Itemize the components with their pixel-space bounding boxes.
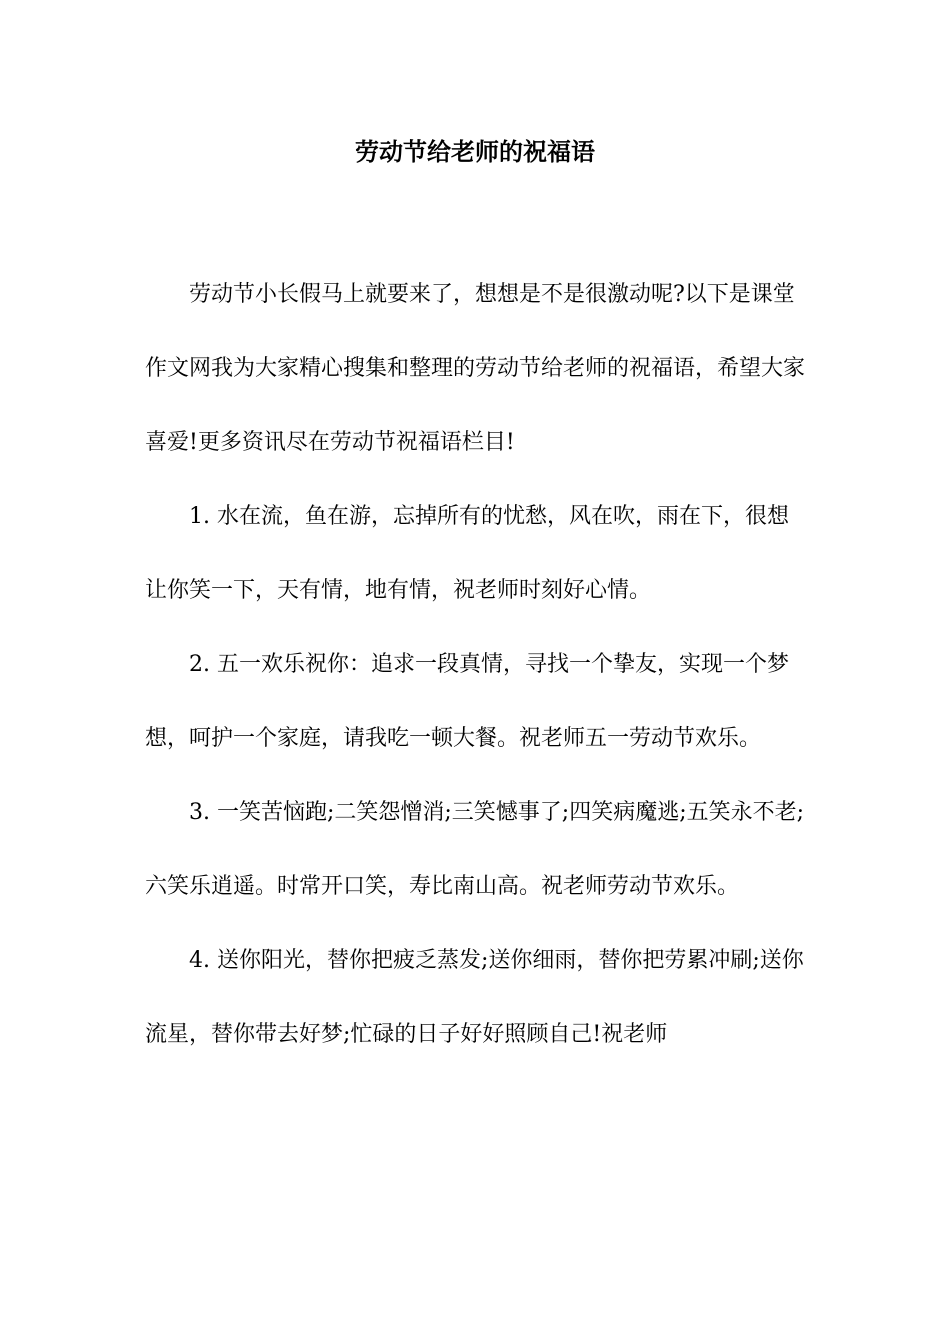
greeting-item-1: 1. 水在流，鱼在游，忘掉所有的忧愁，风在吹，雨在下，很想让你笑一下，天有情，地有情，祝老师时刻好心情。 <box>145 504 789 603</box>
document-body <box>145 258 810 1072</box>
greeting-item-2: 2. 五一欢乐祝你：追求一段真情，寻找一个挚友，实现一个梦想，呵护一个家庭，请我吃一顿大餐。祝老师五一劳动节欢乐。 <box>145 652 789 751</box>
greeting-item-3: 3. 一笑苦恼跑;二笑怨憎消;三笑憾事了;四笑病魔逃;五笑永不老;六笑乐逍遥。时常开口笑，寿比南山高。祝老师劳动节欢乐。 <box>145 800 805 899</box>
intro-paragraph: 劳动节小长假马上就要来了，想想是不是很激动呢?以下是课堂作文网我为大家精心搜集和整理的劳动节给老师的祝福语，希望大家喜爱!更多资讯尽在劳动节祝福语栏目! <box>145 282 806 455</box>
document-title: 劳动节给老师的祝福语 <box>355 137 595 166</box>
greeting-item-4: 4. 送你阳光，替你把疲乏蒸发;送你细雨，替你把劳累冲刷;送你流星，替你带去好梦;忙碌的日子好好照顾自己!祝老师 <box>145 948 804 1047</box>
